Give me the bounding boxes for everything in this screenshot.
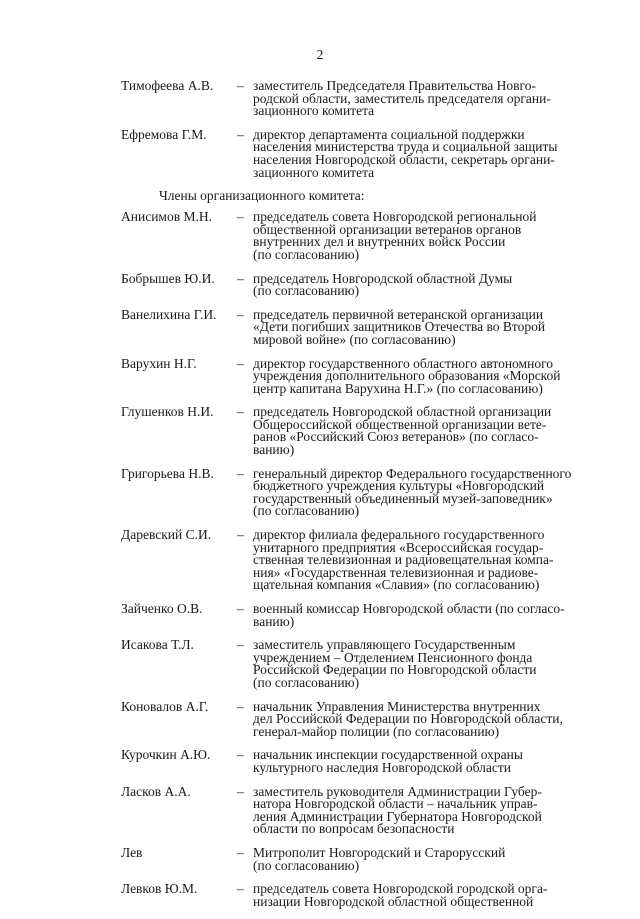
role-line: ранов «Российский Союз ветеранов» (по согласо- [253,429,539,445]
person-role [253,306,573,347]
members-list [121,211,573,908]
person-role [253,749,573,774]
person-name: Лев [121,844,143,860]
dash-separator: – [237,844,244,860]
leaders-list [121,80,573,179]
role-line: учреждения дополнительного образования «Морской [253,368,561,384]
role-line: заместитель управляющего Государственным [253,637,516,653]
person-role [253,529,573,592]
role-line: щательная компания «Славия» (по согласованию) [253,577,540,593]
person-name: Ласков А.А. [121,783,191,799]
person-name: Григорьева Н.В. [121,465,214,481]
role-line: области по вопросам безопасности [253,821,455,837]
role-line: ванию) [253,442,295,458]
role-line: государственный объединенный музей-заповедник» [253,490,553,506]
committee-entry [121,465,573,519]
role-line: общественной организации ветеранов органов [253,221,522,237]
committee-entry [121,270,573,299]
role-line: генерал-майор полиции (по согласованию) [253,723,500,739]
person-name: Анисимов М.Н. [121,209,212,225]
dash-separator: – [237,881,244,897]
role-line: (по согласованию) [253,857,360,873]
dash-separator: – [237,747,244,763]
dash-separator: – [237,355,244,371]
role-line: дел Российской Федерации по Новгородской области, [253,711,563,727]
person-role [253,211,573,261]
person-name: Варухин Н.Г. [121,355,197,371]
role-line: мировой войне» (по согласованию) [253,331,456,347]
role-line: (по согласованию) [253,674,360,690]
role-line: «Дети погибших защитников Отечества во Второй [253,319,546,335]
role-line: населения министерства труда и социальной защиты [253,139,558,155]
committee-entry [121,698,573,739]
committee-entry [121,80,573,118]
dash-separator: – [237,783,244,799]
dash-separator: – [237,78,244,93]
dash-separator: – [237,270,244,286]
dash-separator: – [237,404,244,420]
person-role [253,844,573,873]
role-line: директор государственного областного автономного [253,355,554,371]
role-line: председатель первичной ветеранской организации [253,306,544,322]
person-role [253,465,573,519]
dash-separator: – [237,601,244,616]
committee-entry [121,211,573,261]
person-name: Глушенков Н.И. [121,404,214,420]
role-line: директор департамента социальной поддержки [253,126,525,142]
committee-entry [121,639,573,689]
role-line: председатель Новгородской областной Думы [253,270,513,286]
role-line: заместитель руководителя Администрации Губер- [253,783,542,799]
committee-entry [121,306,573,347]
person-role [253,698,573,739]
person-role [253,270,573,299]
person-name: Левков Ю.М. [121,881,198,897]
person-role [253,355,573,396]
dash-separator: – [237,637,244,653]
committee-entry [121,749,573,774]
committee-entry [121,603,573,628]
page-number: 2 [316,47,324,62]
role-line: родской области, заместитель председателя органи- [253,90,551,106]
role-line: директор филиала федерального государственного [253,527,545,543]
role-line: Митрополит Новгородский и Старорусский [253,844,506,860]
dash-separator: – [237,209,244,225]
person-name: Исакова Т.Л. [121,637,194,653]
dash-separator: – [237,465,244,481]
role-line: ственная телевизионная и радиовещательная компа- [253,552,554,568]
person-name: Ефремова Г.М. [121,126,207,142]
role-line: бюджетного учреждения культуры «Новгородский [253,478,545,494]
role-line: начальник Управления Министерства внутренних [253,698,541,714]
committee-list [121,80,573,919]
role-line: заместитель Председателя Правительства Новго- [253,78,536,93]
role-line: председатель совета Новгородской городской орга- [253,881,548,897]
role-line: зационного комитета [253,103,375,119]
role-line: зационного комитета [253,164,375,180]
role-line: генеральный директор Федерального государственного [253,465,572,481]
person-name: Тимофеева А.В. [121,78,214,93]
committee-entry [121,783,573,837]
role-line: ния» «Государственная телевизионная и радиове- [253,564,539,580]
role-line: унитарного предприятия «Всероссийская государ- [253,539,544,555]
role-line: (по согласованию) [253,246,360,262]
person-name: Зайченко О.В. [121,601,203,616]
person-role [253,639,573,689]
committee-entry [121,406,573,456]
role-line: (по согласованию) [253,283,360,299]
person-name: Коновалов А.Г. [121,698,209,714]
role-line: Российской Федерации по Новгородской области [253,662,537,678]
dash-separator: – [237,698,244,714]
person-name: Ванелихина Г.И. [121,306,217,322]
person-role [253,80,573,118]
role-line: культурного наследия Новгородской области [253,759,512,775]
person-role [253,406,573,456]
committee-entry [121,355,573,396]
role-line: населения Новгородской области, секретарь органи- [253,151,555,167]
person-role [253,603,573,628]
role-line: ванию) [253,613,295,629]
dash-separator: – [237,306,244,322]
role-line: натора Новгородской области – начальник управ- [253,796,538,812]
committee-entry [121,126,573,180]
role-line: председатель Новгородской областной организации [253,404,552,420]
dash-separator: – [237,126,244,142]
person-role [253,126,573,180]
members-heading: Члены организационного комитета: [159,188,365,204]
person-name: Даревский С.И. [121,527,212,543]
committee-entry [121,844,573,873]
role-line: военный комиссар Новгородской области (по согласо- [253,601,565,616]
committee-entry [121,529,573,592]
role-line: Общероссийской общественной организации вете- [253,416,547,432]
person-name: Бобрышев Ю.И. [121,270,215,286]
role-line: ления Администрации Губернатора Новгородской [253,808,542,824]
role-line: начальник инспекции государственной охраны [253,747,523,763]
role-line: председатель совета Новгородской региональной [253,209,537,225]
role-line: внутренних дел и внутренних войск России [253,234,506,250]
role-line: учреждением – Отделением Пенсионного фонда [253,649,533,665]
person-role [253,783,573,837]
person-name: Курочкин А.Ю. [121,747,211,763]
role-line: центр капитана Варухина Н.Г.» (по согласованию) [253,380,543,396]
role-line: (по согласованию) [253,503,360,519]
dash-separator: – [237,527,244,543]
role-line: низации Новгородской областной общественной [253,893,534,909]
